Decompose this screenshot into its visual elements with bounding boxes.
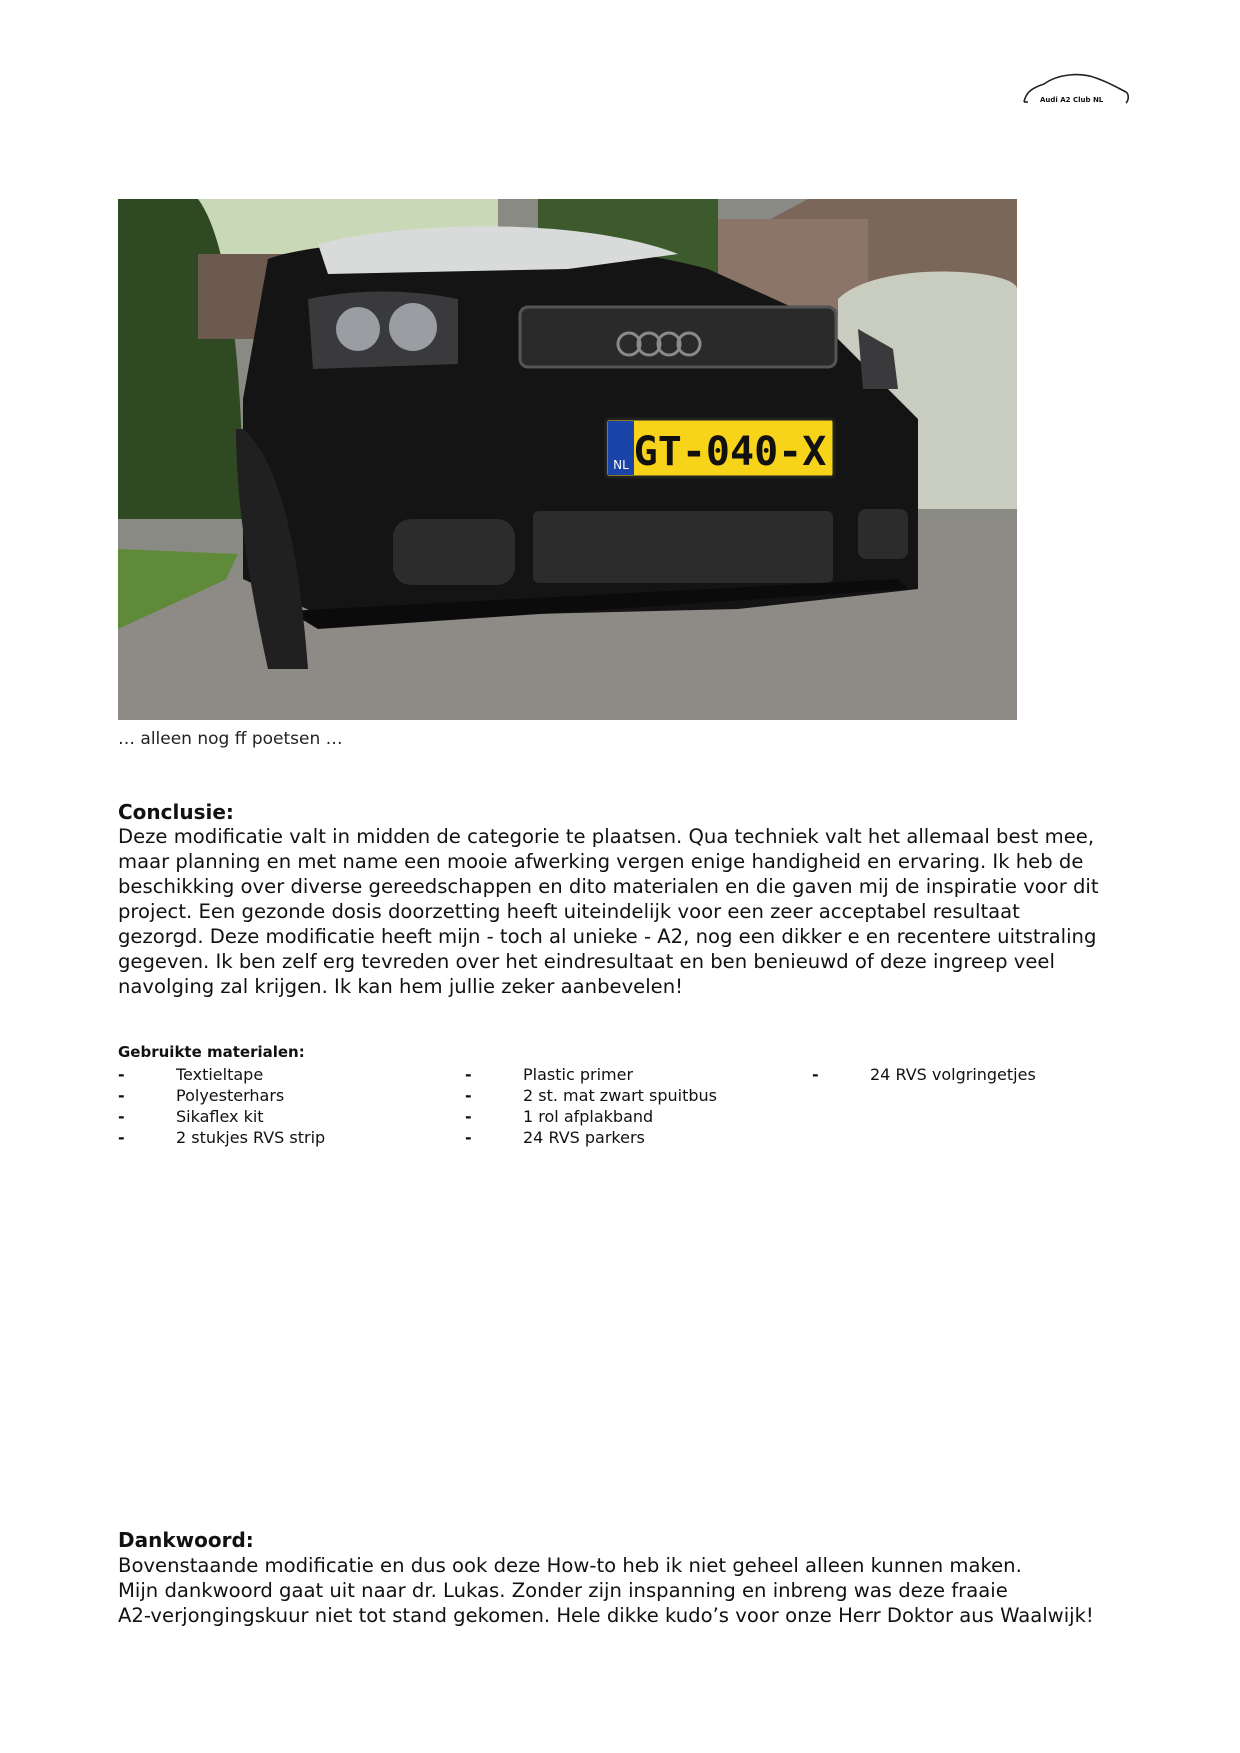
material-label: 2 st. mat zwart spuitbus — [523, 1086, 718, 1105]
list-item — [465, 1085, 717, 1106]
list-bullet: - — [118, 1086, 125, 1105]
materials-column-1 — [118, 1064, 325, 1148]
materials-column-2 — [465, 1064, 717, 1148]
list-bullet: - — [812, 1065, 819, 1084]
material-label: 2 stukjes RVS strip — [176, 1128, 326, 1147]
conclusie-line: project. Een gezonde dosis doorzetting heeft uiteindelijk voor een zeer acceptabel resultaat — [118, 900, 1020, 923]
material-label: 24 RVS parkers — [523, 1128, 645, 1147]
list-item — [118, 1064, 325, 1085]
list-item — [118, 1127, 325, 1148]
conclusie-line: gezorgd. Deze modificatie heeft mijn - toch al unieke - A2, nog een dikker e en recentere uitstraling — [118, 925, 1097, 948]
material-label: Polyesterhars — [176, 1086, 285, 1105]
list-bullet: - — [465, 1107, 472, 1126]
dankwoord-text — [118, 1553, 1123, 1628]
list-item — [465, 1106, 717, 1127]
license-plate-text: GT-040-X — [633, 429, 827, 475]
conclusie-line: maar planning en met name een mooie afwerking vergen enige handigheid en ervaring. Ik heb de — [118, 850, 1084, 873]
list-item — [118, 1106, 325, 1127]
materials-column-3 — [812, 1064, 1036, 1085]
list-bullet: - — [465, 1065, 472, 1084]
club-logo — [1022, 70, 1130, 116]
list-bullet: - — [118, 1065, 125, 1084]
conclusie-line: navolging zal krijgen. Ik kan hem jullie zeker aanbevelen! — [118, 975, 683, 998]
conclusie-heading: Conclusie: — [118, 800, 234, 824]
conclusie-text — [118, 824, 1123, 999]
list-bullet: - — [118, 1107, 125, 1126]
material-label: Plastic primer — [523, 1065, 634, 1084]
list-bullet: - — [118, 1128, 125, 1147]
car-photo — [118, 199, 1017, 720]
list-bullet: - — [465, 1128, 472, 1147]
list-item — [812, 1064, 1036, 1085]
dankwoord-line: Mijn dankwoord gaat uit naar dr. Lukas. Zonder zijn inspanning en inbreng was deze fraaie — [118, 1579, 1008, 1602]
photo-caption: … alleen nog ff poetsen … — [118, 729, 343, 749]
material-label: Textieltape — [176, 1065, 264, 1084]
list-bullet: - — [465, 1086, 472, 1105]
dankwoord-line: Bovenstaande modificatie en dus ook deze How-to heb ik niet geheel alleen kunnen maken. — [118, 1554, 1022, 1577]
conclusie-line: beschikking over diverse gereedschappen en dito materialen en die gaven mij de inspiratie voor dit — [118, 875, 1099, 898]
list-item — [465, 1064, 717, 1085]
material-label: 1 rol afplakband — [523, 1107, 654, 1126]
list-item — [118, 1085, 325, 1106]
plate-country: NL — [613, 458, 629, 472]
dankwoord-line: A2-verjongingskuur niet tot stand gekomen. Hele dikke kudo’s voor onze Herr Doktor aus Waalwijk! — [118, 1604, 1094, 1627]
material-label: 24 RVS volgringetjes — [870, 1065, 1036, 1084]
list-item — [465, 1127, 717, 1148]
materials-title: Gebruikte materialen: — [118, 1043, 305, 1061]
conclusie-line: Deze modificatie valt in midden de categorie te plaatsen. Qua techniek valt het allemaal best mee, — [118, 825, 1095, 848]
material-label: Sikaflex kit — [176, 1107, 264, 1126]
dankwoord-heading: Dankwoord: — [118, 1528, 254, 1552]
logo-text: Audi A2 Club NL — [1040, 96, 1104, 104]
conclusie-line: gegeven. Ik ben zelf erg tevreden over het eindresultaat en ben benieuwd of deze ingreep veel — [118, 950, 1055, 973]
